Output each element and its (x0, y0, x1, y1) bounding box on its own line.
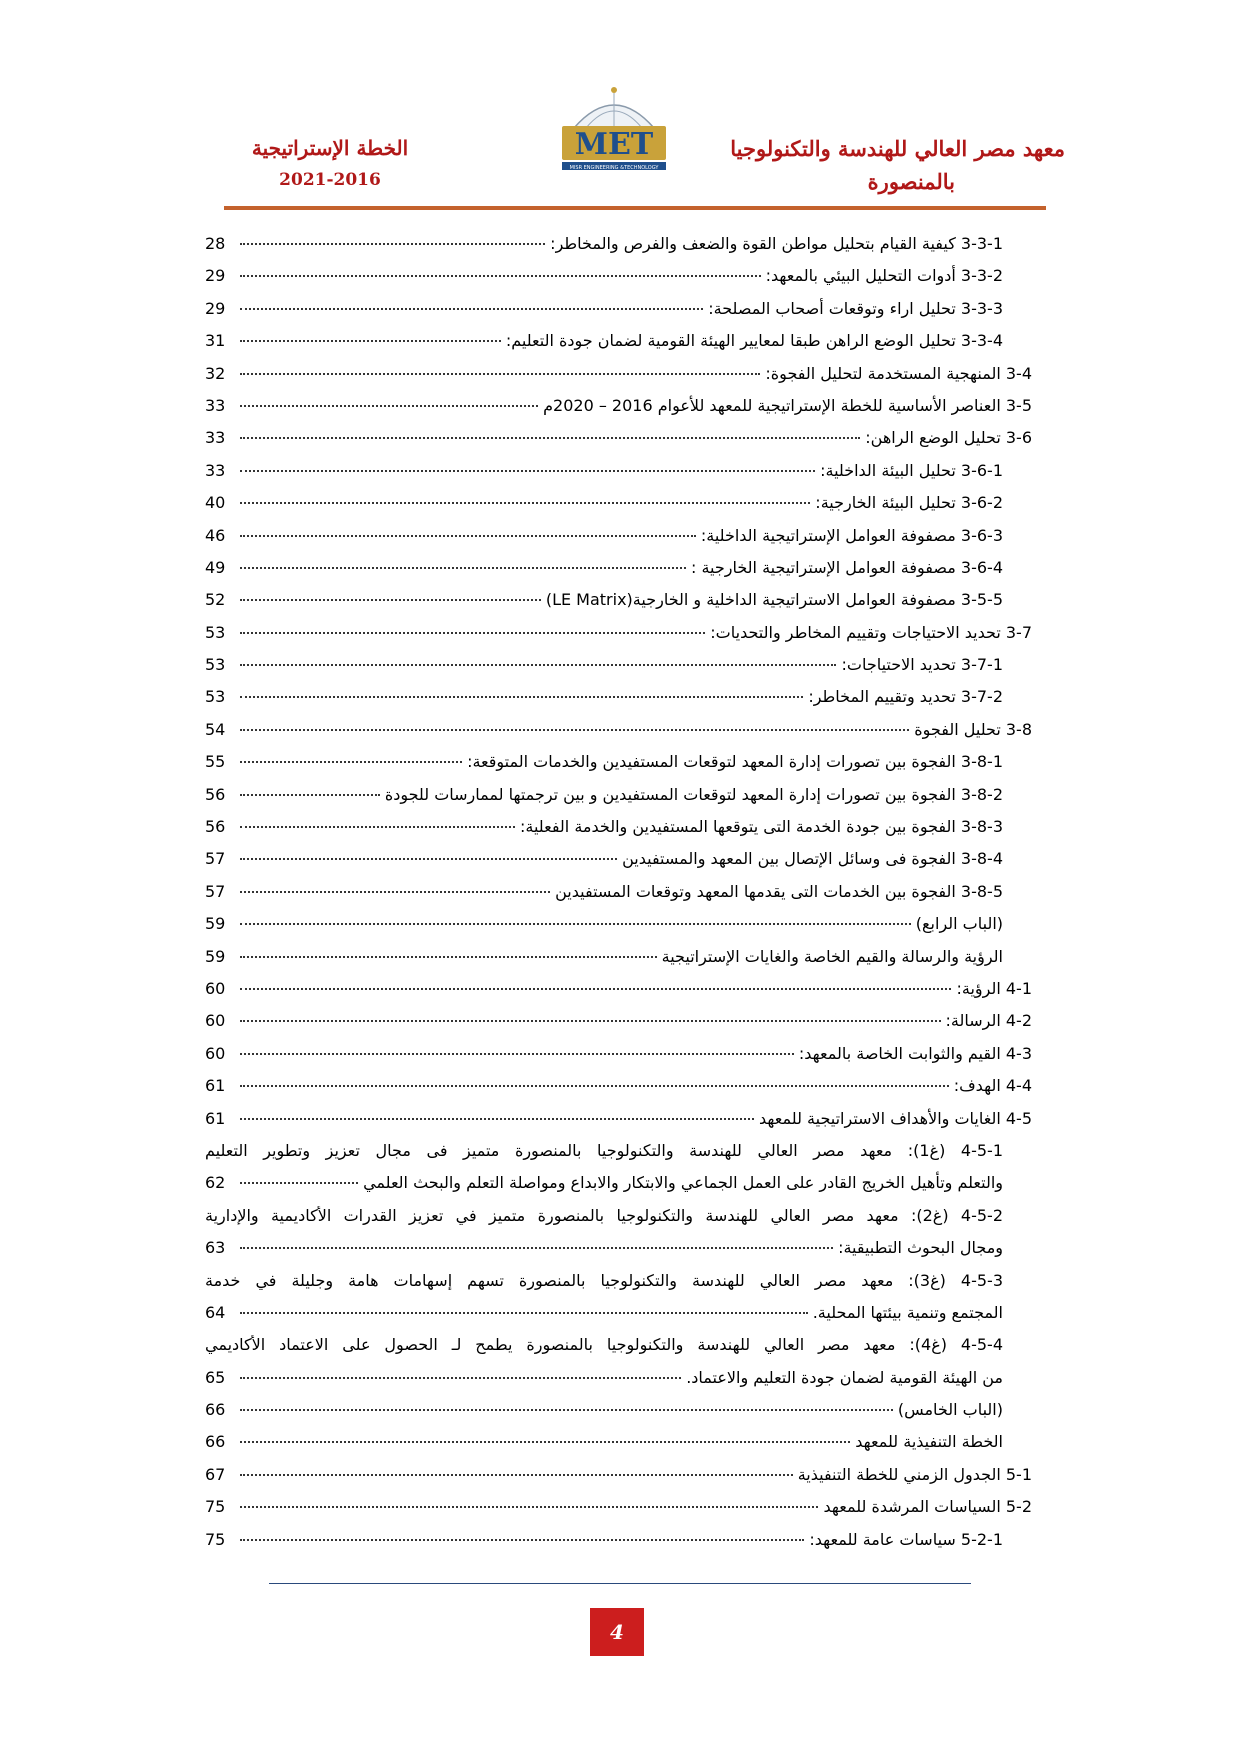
toc-entry[interactable] (205, 1011, 1032, 1043)
toc-entry-title: 4-4 الهدف: (953, 1076, 1032, 1096)
toc-leader-dots (240, 1506, 818, 1508)
toc-leader-dots (240, 1441, 850, 1443)
toc-entry-title: 4-2 الرسالة: (945, 1011, 1032, 1031)
toc-goal-line[interactable] (205, 1368, 1032, 1400)
toc-entry-title: 3-6-1 تحليل البيئة الداخلية: (820, 460, 1003, 480)
toc-entry[interactable] (205, 1432, 1032, 1464)
toc-entry[interactable] (205, 1530, 1032, 1562)
toc-entry-page: 57 (205, 849, 226, 869)
toc-leader-dots (240, 632, 705, 634)
toc-entry[interactable] (205, 428, 1032, 460)
toc-entry-page: 63 (205, 1238, 226, 1258)
toc-entry[interactable] (205, 979, 1032, 1011)
table-of-contents (205, 234, 1032, 1562)
toc-leader-dots (240, 308, 703, 310)
toc-entry-page: 57 (205, 881, 226, 901)
toc-leader-dots (240, 1118, 754, 1120)
toc-leader-dots (240, 1312, 808, 1314)
plan-title: الخطة الإستراتيجية (251, 136, 409, 160)
toc-entry[interactable] (205, 234, 1032, 266)
toc-entry-title: 3-7-1 تحديد الاحتياجات: (841, 655, 1003, 675)
plan-years: 2021-2016 (279, 170, 381, 190)
toc-entry-page: 65 (205, 1367, 226, 1387)
toc-entry[interactable] (205, 1076, 1032, 1108)
toc-entry-page: 60 (205, 978, 226, 998)
toc-entry-title: 3-3-1 كيفية القيام بتحليل مواطن القوة والضعف والفرص والمخاطر: (550, 234, 1003, 253)
toc-entry[interactable] (205, 1465, 1032, 1497)
toc-entry[interactable] (205, 1044, 1032, 1076)
toc-entry[interactable] (205, 526, 1032, 558)
toc-leader-dots (240, 567, 686, 569)
toc-entry-title: 5-2 السياسات المرشدة للمعهد (823, 1497, 1032, 1517)
toc-entry-title: 3-8-4 الفجوة فى وسائل الإتصال بين المعهد والمستفيدين (622, 849, 1003, 869)
toc-entry-title: 3-7-2 تحديد وتقييم المخاطر: (808, 687, 1003, 707)
toc-goal-text: من الهيئة القومية لضمان جودة التعليم والاعتماد. (686, 1367, 1003, 1387)
toc-entry-page: 67 (205, 1464, 226, 1484)
toc-entry-title: الخطة التنفيذية للمعهد (855, 1432, 1003, 1452)
logo-text: MET (574, 127, 654, 162)
toc-entry[interactable] (205, 849, 1032, 881)
toc-entry-page: 60 (205, 1043, 226, 1063)
toc-entry[interactable] (205, 299, 1032, 331)
toc-leader-dots (240, 1377, 681, 1379)
toc-leader-dots (240, 502, 810, 504)
toc-entry-page: 56 (205, 817, 226, 837)
toc-goal-text: ومجال البحوث التطبيقية: (838, 1238, 1003, 1258)
toc-goal-line[interactable] (205, 1141, 1032, 1173)
toc-entry-page: 61 (205, 1108, 226, 1128)
toc-entry[interactable] (205, 1109, 1032, 1141)
toc-leader-dots (240, 405, 538, 407)
toc-entry-page: 66 (205, 1432, 226, 1452)
toc-entry-title: (الباب الرابع) (915, 914, 1003, 934)
toc-leader-dots (240, 373, 760, 375)
toc-goal-text: 4-5-3 (غ3): معهد مصر العالي للهندسة والتكنولوجيا بالمنصورة تسهم إسهامات هامة وجليلة في خدمة (205, 1270, 1003, 1290)
toc-leader-dots (240, 761, 462, 763)
toc-leader-dots (240, 988, 951, 990)
toc-entry-title: 3-3-3 تحليل اراء وتوقعات أصحاب المصلحة: (708, 298, 1003, 318)
toc-entry-page: 28 (205, 234, 226, 253)
toc-entry[interactable] (205, 817, 1032, 849)
toc-leader-dots (240, 340, 501, 342)
toc-leader-dots (240, 1053, 794, 1055)
institute-name-line2: بالمنصورة (867, 169, 955, 194)
toc-leader-dots (240, 535, 696, 537)
toc-leader-dots (240, 437, 860, 439)
toc-entry-page: 62 (205, 1173, 226, 1193)
toc-goal-line[interactable] (205, 1238, 1032, 1270)
toc-entry-page: 54 (205, 719, 226, 739)
toc-entry-title: 5-1 الجدول الزمني للخطة التنفيذية (797, 1464, 1032, 1484)
toc-entry[interactable] (205, 461, 1032, 493)
toc-entry-title: 4-1 الرؤية: (956, 978, 1032, 998)
toc-goal-text: 4-5-2 (غ2): معهد مصر العالي للهندسة والتكنولوجيا بالمنصورة متميز في تعزيز القدرات الأكاديمية والإدارية (205, 1205, 1003, 1225)
toc-entry-title: 3-8-1 الفجوة بين تصورات إدارة المعهد لتوقعات المستفيدين والخدمات المتوقعة: (467, 752, 1003, 772)
toc-entry[interactable] (205, 785, 1032, 817)
toc-entry-title: 3-3-2 أدوات التحليل البيئي بالمعهد: (765, 266, 1003, 286)
toc-entry-page: 59 (205, 946, 226, 966)
toc-entry[interactable] (205, 914, 1032, 946)
toc-leader-dots (240, 696, 803, 698)
toc-entry-page: 53 (205, 655, 226, 675)
institute-name-line1: معهد مصر العالي للهندسة والتكنولوجيا (730, 136, 1065, 161)
toc-entry-title: 5-2-1 سياسات عامة للمعهد: (809, 1529, 1003, 1549)
toc-entry-title: 3-6-3 مصفوفة العوامل الإستراتيجية الداخلية: (700, 525, 1003, 545)
toc-entry[interactable] (205, 882, 1032, 914)
toc-entry-page: 29 (205, 266, 226, 286)
toc-leader-dots (240, 1247, 833, 1249)
toc-entry-title: 3-6 تحليل الوضع الراهن: (865, 428, 1032, 448)
toc-entry-page: 46 (205, 525, 226, 545)
toc-entry-title: 3-3-4 تحليل الوضع الراهن طبقا لمعايير الهيئة القومية لضمان جودة التعليم: (505, 331, 1003, 351)
toc-entry-page: 60 (205, 1011, 226, 1031)
toc-entry-page: 53 (205, 622, 226, 642)
toc-entry-title: 3-6-2 تحليل البيئة الخارجية: (815, 493, 1003, 513)
toc-goal-line[interactable] (205, 1173, 1032, 1205)
toc-entry-page: 59 (205, 914, 226, 934)
toc-entry[interactable] (205, 720, 1032, 752)
toc-entry[interactable] (205, 590, 1032, 622)
toc-entry-page: 64 (205, 1302, 226, 1322)
toc-entry-page: 55 (205, 752, 226, 772)
toc-entry[interactable] (205, 396, 1032, 428)
toc-entry-title: 3-8-5 الفجوة بين الخدمات التى يقدمها المعهد وتوقعات المستفيدين (555, 881, 1003, 901)
toc-goal-line[interactable] (205, 1271, 1032, 1303)
toc-entry-title: 3-8 تحليل الفجوة (914, 719, 1032, 739)
toc-entry-title: 3-5 العناصر الأساسية للخطة الإستراتيجية للمعهد للأعوام 2016 – 2020م (543, 395, 1032, 415)
toc-entry-page: 33 (205, 395, 226, 415)
toc-entry[interactable] (205, 947, 1032, 979)
toc-entry-page: 75 (205, 1497, 226, 1517)
toc-entry-title: 4-3 القيم والثوابت الخاصة بالمعهد: (798, 1043, 1032, 1063)
header-divider (224, 206, 1046, 210)
toc-entry-page: 75 (205, 1529, 226, 1549)
toc-leader-dots (240, 858, 617, 860)
toc-entry-title: 3-5-5 مصفوفة العوامل الاستراتيجية الداخلية و الخارجية(LE Matrix) (545, 590, 1003, 610)
toc-leader-dots (240, 794, 380, 796)
toc-entry-page: 33 (205, 460, 226, 480)
toc-entry-title: 3-6-4 مصفوفة العوامل الإستراتيجية الخارجية : (690, 557, 1003, 577)
toc-leader-dots (240, 1474, 793, 1476)
toc-entry[interactable] (205, 493, 1032, 525)
institute-name (725, 132, 1065, 198)
logo-subtext: MISR ENGINEERING &TECHNOLOGY (569, 165, 659, 171)
toc-leader-dots (240, 1409, 893, 1411)
toc-leader-dots (240, 1085, 949, 1087)
toc-leader-dots (240, 956, 657, 958)
toc-entry[interactable] (205, 1400, 1032, 1432)
toc-leader-dots (240, 599, 541, 601)
toc-entry[interactable] (205, 1497, 1032, 1529)
toc-leader-dots (240, 243, 545, 245)
toc-leader-dots (240, 826, 515, 828)
toc-goal-text: المجتمع وتنمية بيئتها المحلية. (812, 1302, 1003, 1322)
toc-entry-title: 4-5 الغايات والأهداف الاستراتيجية للمعهد (759, 1108, 1032, 1128)
toc-entry-title: الرؤية والرسالة والقيم الخاصة والغايات الإستراتيجية (661, 946, 1003, 966)
toc-entry-page: 52 (205, 590, 226, 610)
toc-entry-title: 3-8-2 الفجوة بين تصورات إدارة المعهد لتوقعات المستفيدين و بين ترجمتها لممارسات للجودة (384, 784, 1003, 804)
toc-entry[interactable] (205, 752, 1032, 784)
toc-leader-dots (240, 275, 761, 277)
toc-entry[interactable] (205, 558, 1032, 590)
toc-leader-dots (240, 1182, 358, 1184)
toc-entry-title: (الباب الخامس) (897, 1400, 1003, 1420)
plan-title-block (230, 132, 430, 196)
toc-entry-page: 66 (205, 1400, 226, 1420)
toc-entry-page: 56 (205, 784, 226, 804)
met-logo-graphic (552, 84, 676, 174)
toc-entry[interactable] (205, 364, 1032, 396)
toc-entry-page: 32 (205, 363, 226, 383)
toc-leader-dots (240, 923, 911, 925)
toc-leader-dots (240, 470, 815, 472)
toc-goal-line[interactable] (205, 1303, 1032, 1335)
page-number: 4 (590, 1608, 644, 1656)
toc-goal-text: 4-5-4 (غ4): معهد مصر العالي للهندسة والتكنولوجيا بالمنصورة يطمح لـ الحصول على الاعتماد الأكاديمي (205, 1335, 1003, 1355)
toc-entry-title: 3-8-3 الفجوة بين جودة الخدمة التى يتوقعها المستفيدين والخدمة الفعلية: (520, 817, 1003, 837)
toc-goal-text: والتعلم وتأهيل الخريج القادر على العمل الجماعي والابتكار والابداع ومواصلة التعلم والبحث العلمي (363, 1173, 1003, 1193)
toc-leader-dots (240, 1020, 941, 1022)
toc-entry-page: 29 (205, 298, 226, 318)
toc-entry-page: 61 (205, 1076, 226, 1096)
met-logo (552, 84, 676, 174)
toc-goal-line[interactable] (205, 1335, 1032, 1367)
toc-entry[interactable] (205, 687, 1032, 719)
toc-leader-dots (240, 1539, 804, 1541)
toc-entry-title: 3-7 تحديد الاحتياجات وتقييم المخاطر والتحديات: (710, 622, 1032, 642)
footer-divider (269, 1583, 971, 1584)
toc-leader-dots (240, 664, 836, 666)
toc-entry[interactable] (205, 266, 1032, 298)
toc-entry-page: 53 (205, 687, 226, 707)
toc-goal-line[interactable] (205, 1206, 1032, 1238)
toc-entry-title: 3-4 المنهجية المستخدمة لتحليل الفجوة: (765, 363, 1032, 383)
toc-leader-dots (240, 891, 550, 893)
toc-entry[interactable] (205, 655, 1032, 687)
toc-leader-dots (240, 729, 909, 731)
toc-entry-page: 33 (205, 428, 226, 448)
toc-entry[interactable] (205, 623, 1032, 655)
toc-goal-text: 4-5-1 (غ1): معهد مصر العالي للهندسة والتكنولوجيا بالمنصورة متميز فى مجال تعزيز وتطوير التعليم (205, 1140, 1003, 1160)
toc-entry-page: 40 (205, 493, 226, 513)
toc-entry[interactable] (205, 331, 1032, 363)
toc-entry-page: 31 (205, 331, 226, 351)
toc-entry-page: 49 (205, 557, 226, 577)
